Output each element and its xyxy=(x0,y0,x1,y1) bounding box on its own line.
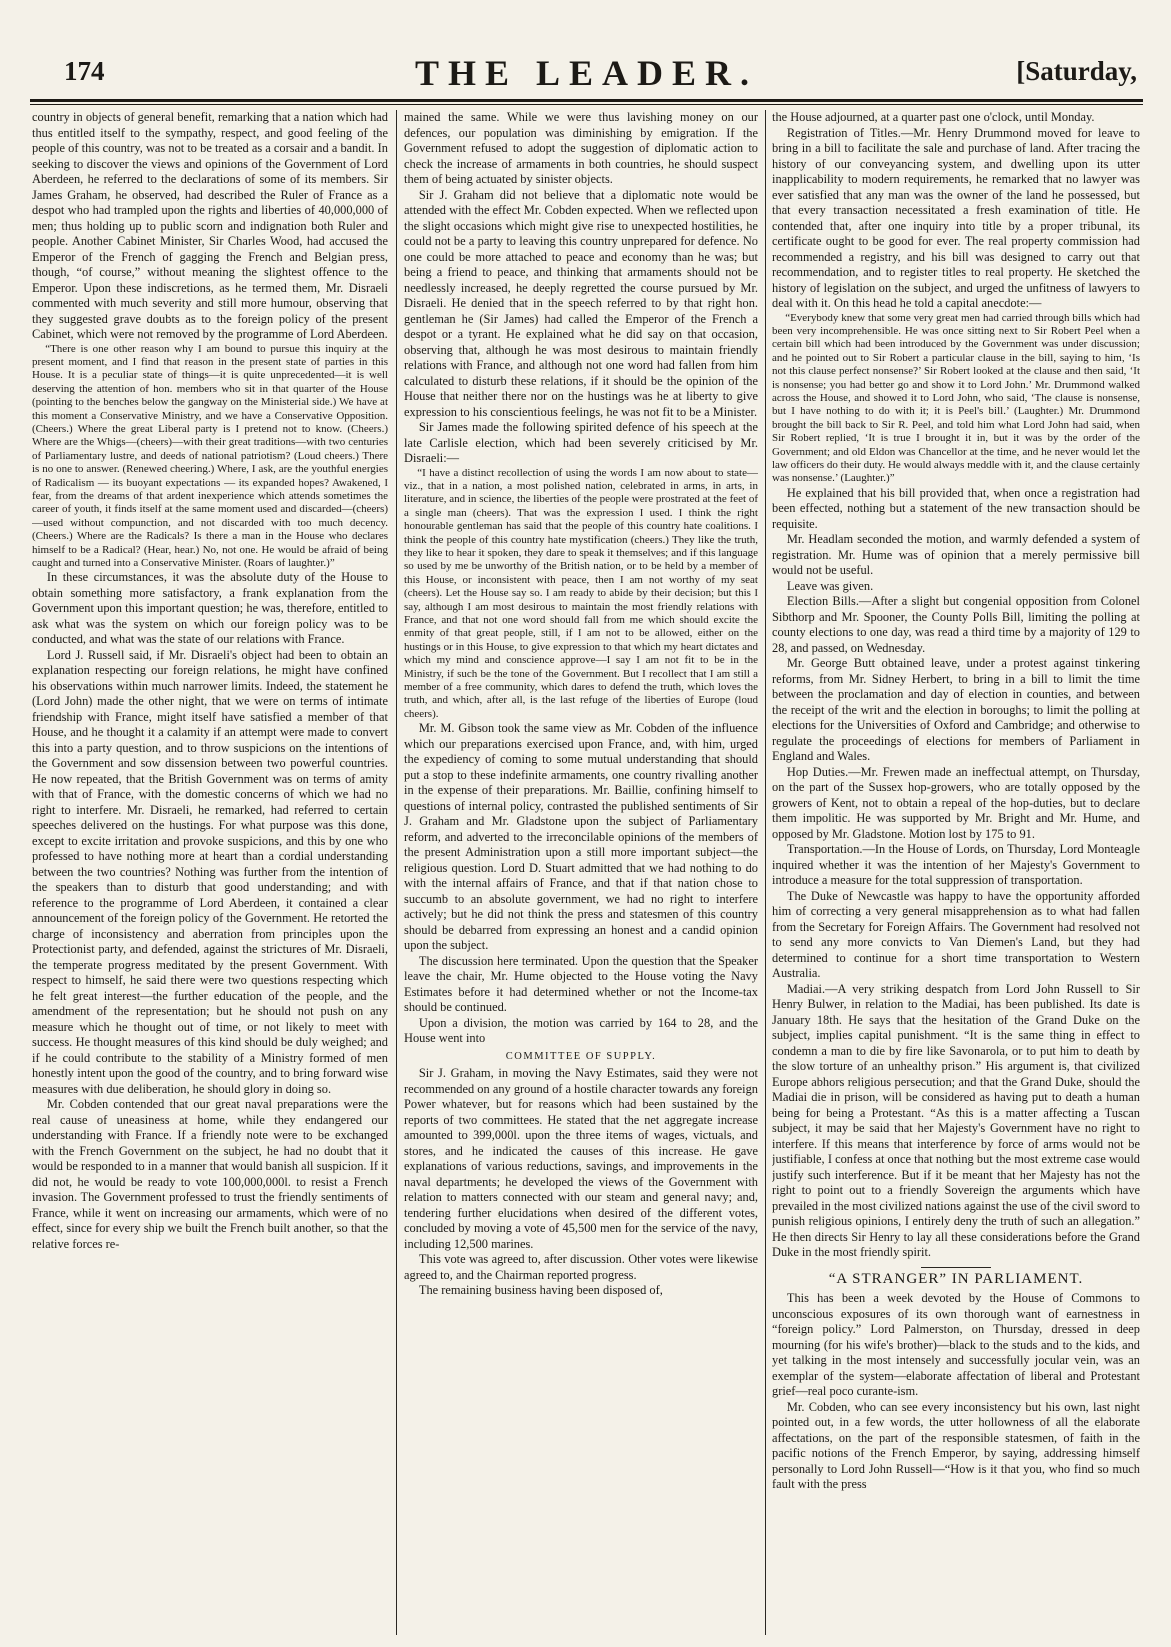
column-3 xyxy=(772,110,1140,1635)
masthead-rule-thick xyxy=(30,99,1143,102)
paragraph: Sir James made the following spirited defence of his speech at the late Carlisle election, which had been severely criticised by Mr. Disraeli:— xyxy=(404,420,758,465)
paragraph: Mr. Headlam seconded the motion, and warmly defended a system of registration. Mr. Hume was of opinion that a merely permissive bill would not be useful. xyxy=(772,532,1140,578)
paragraph: Lord J. Russell said, if Mr. Disraeli's object had been to obtain an explanation respecting our foreign relations, he might have confined his observations within much narrower limits. Indeed, the statement he (Lord John) made the other night, that we were on terms of intimate friendship with France, might itself have satisfied a member of that House, and he thought it a calamity if an attempt were made to convert this into a party question, and to throw suspicions on the intentions of the Government and sow dissension between two powerful countries. He now repeated, that the British Government was on terms of amity with that of France, with the domestic concerns of which we had no right to interfere. Mr. Disraeli, he remarked, had referred to certain speeches delivered on the hustings. For what purpose was this done, except to excite irritation and provoke suspicions, and this by one who professed to have nothing more at heart than a cordial understanding between the two countries? Nothing was further from the intention of the speakers than to disturb that good understanding; and with reference to the programme of Lord Aberdeen, it contained a clear announcement of the foreign policy of the Government. He retorted the charge of inconsistency and aberration from principles upon the Protectionist party, and defended, against the strictures of Mr. Disraeli, the temperate progress meditated by the present Government. With respect to himself, he said there were two questions respecting which he felt great interest—the further education of the people, and the amendment of the representation; but he should not push on any measure which he thought out of time, or not likely to meet with success. He thought measures of this kind should be duly weighed; and if he could contribute to the stability of a Ministry formed of men honestly intent upon the good of the country, and to bring forward wise measures with due deliberation, he should glory in doing so. xyxy=(32,647,388,1096)
paragraph: In these circumstances, it was the absolute duty of the House to obtain something more satisfactory, a frank explanation from the Government upon this important question; he was, therefore, entitled to ask what was the system on which our foreign policy was to be conducted, and what was the state of our relations with France. xyxy=(32,570,388,647)
paragraph: country in objects of general benefit, remarking that a nation which had thus entitled itself to the sympathy, respect, and good feeling of the people of this country, was not to be treated as a corsair and a bandit. In seeking to discover the views and opinions of the Government of Lord Aberdeen, he referred to the declarations of some of its members. Sir James Graham, he observed, had described the Ruler of France as a despot who had trampled upon the rights and liberties of 40,000,000 of men; thus holding up to public scorn and indignation both Ruler and people. Another Cabinet Minister, Sir Charles Wood, had accused the Emperor of the French of gagging the French and Belgian press, though, “of course,” without meaning the slightest offence to the Emperor. Upon these indiscretions, as he termed them, Mr. Disraeli commented with much severity and still more humour, observing that they suggested grave doubts as to the foreign policy of the present Cabinet, which were not removed by the programme of Lord Aberdeen. xyxy=(32,110,388,341)
issue-day: [Saturday, xyxy=(1016,56,1137,86)
masthead-rule-thin xyxy=(30,104,1143,105)
paragraph: The Duke of Newcastle was happy to have the opportunity afforded him of correcting a very general misapprehension as to what had fallen from the Secretary for Foreign Affairs. The Government had resolved not to send any more convicts to Van Diemen's Land, but they had determined to continue for a short time transportation to Western Australia. xyxy=(772,888,1140,981)
newspaper-title: THE LEADER. xyxy=(414,53,759,93)
article-divider xyxy=(921,1267,991,1268)
paragraph: Transportation.—In the House of Lords, on Thursday, Lord Monteagle inquired whether it was the intention of her Majesty's Government to introduce a measure for the total suppression of transportation. xyxy=(772,842,1140,888)
column-divider xyxy=(765,110,766,1635)
paragraph: Sir J. Graham, in moving the Navy Estimates, said they were not recommended on any ground of a hostile character towards any foreign Power whatever, but for reasons which had been sustained by the reports of two committees. He stated that the net aggregate increase amounted to 399,000l. upon the three items of wages, victuals, and stores, and he indicated the causes of this increase. He gave explanations of various reductions, savings, and improvements in the naval departments; he developed the views of the Government with relation to matters connected with our steam and general navy; and, tendering further elucidations when desired of the different votes, concluded by moving a vote of 45,500 men for the service of the navy, including 12,500 marines. xyxy=(404,1066,758,1251)
article-title: “A STRANGER” IN PARLIAMENT. xyxy=(828,1270,1084,1287)
column-divider xyxy=(396,110,397,1635)
paragraph: The discussion here terminated. Upon the question that the Speaker leave the chair, Mr. Hume objected to the House voting the Navy Estimates before it had determined whether or not the Income-tax should be continued. xyxy=(404,953,758,1015)
paragraph: Hop Duties.—Mr. Frewen made an ineffectual attempt, on Thursday, on the part of the Sussex hop-growers, who are totally opposed by the growers of Kent, not to obtain a repeal of the hop-duties, but to declare them impolitic. He was supported by Mr. Bright and Mr. Hume, and opposed by Mr. Gladstone. Motion lost by 175 to 91. xyxy=(772,764,1140,841)
paragraph: Madiai.—A very striking despatch from Lord John Russell to Sir Henry Bulwer, in relation to the Madiai, has been published. Its date is January 18th. He says that the hesitation of the Grand Duke on the subject, implies capital punishment. “It is the same thing in effect to condemn a man to die by fire like Savonarola, or to put him to death by the slow torture of an unhealthy prison.” His argument is, that civilized Europe abhors religious persecution; and that the Grand Duke, should the Madiai die in prison, will be considered as having put to death a human being for being a Protestant. “As this is a matter affecting a Tuscan subject, it may be said that her Majesty's Government have no right to interfere. If this means that interference by force of arms would not be justifiable, I confess at once that nothing but the most extreme case would justify such interference. But if it be meant that her Majesty has not the right to point out to a friendly Sovereign the arguments which have prevailed in the most civilized nations against the use of the civil sword to punish religious opinions, I entirely deny the truth of such an allegation.” He then directs Sir Henry to lay all these considerations before the Grand Duke in the most friendly spirit. xyxy=(772,981,1140,1260)
paragraph: Mr. Cobden contended that our great naval preparations were the real cause of uneasiness at home, while they endangered our understanding with France. If a friendly note were to be exchanged with the French Government on the subject, he had no doubt that it would be responded to in a manner that would banish all suspicion. If it did not, he would be ready to vote 100,000,000l. to resist a French invasion. The Government professed to trust the friendly sentiments of France, while it went on increasing our armaments, which were of no effect, since for every ship we built the French built another, so that the relative forces re- xyxy=(32,1097,388,1251)
quoted-speech: “I have a distinct recollection of using the words I am now about to state—viz., that in a nation, a most polished nation, celebrated in arms, in arts, in literature, and in science, the liberties of the people were prostrated at the feet of a single man (cheers). That was the expression I used. I think the right honourable gentleman has said that the people of this country hate coalitions. I think the people of this country hate mystification (cheers.) They like the truth, they like to hear it spoken, they dare to speak it themselves; and if this language so used by me be unworthy of the British nation, or to be held by a member of this House, or inconsistent with peace, then I am not worthy of my seat (cheers). Let the House say so. I am ready to abide by their decision; but this I say, although I am most desirous to maintain the most friendly relations with France, and that not one word should fall from me which should excite the enmity of that great people, still, if I am not to be allowed, either on the hustings or in this House, to give expression to that which my heart dictates and which my mind and conscience approve—I say I am not fit to be in the Ministry, if such be the tone of the Government. But I recollect that I am still a member of a free community, which dares to defend the truth, which loves the truth, and which, after all, is the last refuge of the liberties of Europe (loud cheers). xyxy=(404,466,758,720)
paragraph: Sir J. Graham did not believe that a diplomatic note would be attended with the effect Mr. Cobden expected. When we reflected upon the slight occasions which might give rise to unexpected hostilities, he could not be a party to leaving this country unprepared for defence. No one could be more attached to peace and economy than he was; but being a friend to peace, and thinking that armaments should not be needlessly increased, he deeply regretted the course pursued by Mr. Disraeli. He denied that in the speech referred to by that right hon. gentleman he (Sir James) had called the Emperor of the French a despot or a tyrant. He explained what he did say on that occasion, observing that, although he was most desirous to maintain friendly relations with France, and although not one word had fallen from him calculated to disturb these relations, if it should be the opinion of the House that neither there nor on the hustings was he at liberty to give expression to his conscientious feelings, he was not fit to be a Minister. xyxy=(404,187,758,419)
quoted-speech: “There is one other reason why I am bound to pursue this inquiry at the present moment, and I find that reason in the present state of parties in this House. It is a peculiar state of things—it is quite unprecedented—it is well deserving the attention of hon. members who sit in that quarter of the House (pointing to the benches below the gangway on the Ministerial side.) We have at this moment a Conservative Ministry, and we have a Conservative Opposition. (Cheers.) Where the great Liberal party is I pretend not to know. (Cheers.) Where are the Whigs—(cheers)—with their great traditions—with two centuries of Parliamentary lustre, and deeds of national patriotism? (Loud cheers.) There is no one to answer. (Renewed cheering.) Where, I ask, are the youthful energies of Radicalism — its buoyant expectations — its expanded hopes? Awakened, I fear, from the dreams of that ardent inexperience which attends sometimes the career of youth, it finds itself at the same moment used and discarded—(cheers)—used without compunction, and not discarded with too much decency. (Cheers.) Where are the Radicals? Is there a man in the House who declares himself to be a Radical? (Hear, hear.) No, not one. He would be afraid of being caught and turned into a Conservative Minister. (Roars of laughter.)” xyxy=(32,342,388,569)
paragraph: Upon a division, the motion was carried by 164 to 28, and the House went into xyxy=(404,1015,758,1046)
paragraph: He explained that his bill provided that, when once a registration had been effected, nothing but a statement of the new transaction should be requisite. xyxy=(772,485,1140,531)
column-2 xyxy=(404,110,758,1635)
paragraph: This has been a week devoted by the House of Commons to unconscious exposures of its own thorough want of earnestness in “foreign policy.” Lord Palmerston, on Thursday, dressed in deep mourning (for his wife's brother)—black to the studs and to the kids, and yet talking in the most intensely and successfully jocular vein, was an exemplar of the system—elaborate affectation of liberal and Protestant grief—real poco curante-ism. xyxy=(772,1291,1140,1399)
masthead xyxy=(30,48,1143,94)
paragraph: This vote was agreed to, after discussion. Other votes were likewise agreed to, and the Chairman reported progress. xyxy=(404,1252,758,1282)
paragraph: The remaining business having been disposed of, xyxy=(418,1283,663,1298)
paragraph: Mr. M. Gibson took the same view as Mr. Cobden of the influence which our preparations exercised upon France, and, with him, urged the expediency of coming to some mutual understanding that should put a stop to these indefinite armaments, one country rivalling another in the expense of their preparations. Mr. Baillie, confining himself to questions of internal policy, contrasted the published sentiments of Sir J. Graham and Mr. Gladstone upon the subject of Parliamentary reform, and adverted to the irreconcilable opinions of the members of the present Administration upon a still more important subject—the religious question. Lord D. Stuart admitted that we had nothing to do with the internal affairs of France, and that if that nation chose to succumb to an absolute government, we had no right to interfere actively; but he did not think the press and statesmen of this country should be debarred from expressing an honest and a candid opinion upon the subject. xyxy=(404,721,758,953)
paragraph: the House adjourned, at a quarter past one o'clock, until Monday. xyxy=(772,110,1095,124)
section-subheading: COMMITTEE OF SUPPLY. xyxy=(505,1050,657,1062)
page-number: 174 xyxy=(64,56,105,86)
paragraph: Mr. George Butt obtained leave, under a protest against tinkering reforms, from Mr. Sidney Herbert, to bring in a bill to limit the time between the proclamation and day of election in counties, and between the receipt of the writ and the election in boroughs; to limit the polling at elections for the Universities of Oxford and Cambridge; and otherwise to regulate the proceedings of elections for members of Parliament in England and Wales. xyxy=(772,656,1140,764)
column-1 xyxy=(32,110,388,1635)
paragraph: Election Bills.—After a slight but congenial opposition from Colonel Sibthorp and Mr. Spooner, the County Polls Bill, limiting the polling at county elections to one day, was read a third time by a majority of 129 to 28, and passed, on Wednesday. xyxy=(772,594,1140,655)
paragraph: Leave was given. xyxy=(786,578,874,593)
paragraph: mained the same. While we were thus lavishing money on our defences, our population was diminishing by emigration. If the Government refused to adopt the suggestion of diplomatic action to check the increase of armaments in both countries, he should suspect them of being actuated by sinister objects. xyxy=(404,110,758,186)
paragraph: Mr. Cobden, who can see every inconsistency but his own, last night pointed out, in a few words, the utter hollowness of all the elaborate affectations, on the part of the responsible statesmen, of faith in the pacific notions of the French Emperor, by saying, addressing himself personally to Lord John Russell—“How is it that you, who find so much fault with the press xyxy=(772,1399,1140,1492)
paragraph: Registration of Titles.—Mr. Henry Drummond moved for leave to bring in a bill to facilitate the sale and purchase of land. After tracing the history of our conveyancing system, and dwelling upon its utter inapplicability to modern requirements, he remarked that no lawyer was ever satisfied that any man was the owner of the land he possessed, but that every transaction necessitated a fresh examination of title. He contended that, after one inquiry into title by a proper tribunal, its certificate ought to be good for ever. The real property commission had recommended a registry, and his bill was designed to carry out that recommendation, and to register titles to real property. He sketched the history of legislation on the subject, and urged the unfitness of lawyers to deal with it. On this head he told a capital anecdote:— xyxy=(772,125,1140,310)
quoted-anecdote: “Everybody knew that some very great men had carried through bills which had been very incomprehensible. He was once sitting next to Sir Robert Peel when a certain bill which had been introduced by the Government was under discussion; and he pointed out to Sir Robert a particular clause in the bill, saying to him, ‘Is not this clause perfect nonsense?’ Sir Robert looked at the clause and then said, ‘It is nonsense; you had better go and show it to Lord John.’ Mr. Drummond walked across the House, and showed it to Lord John, who said, ‘The clause is nonsense, but I have nothing to do with it; it is Peel's bill.’ (Laughter.) Mr. Drummond brought the bill back to Sir R. Peel, and told him what Lord John had said, when Sir Robert replied, ‘It is true I brought it in, but it was by the order of the Government; and old Eldon was Chancellor at the time, and he never would let the law officers do their duty. He would always meddle with it, and the clause certainly was nonsense.’ (Laughter.)” xyxy=(772,311,1140,485)
